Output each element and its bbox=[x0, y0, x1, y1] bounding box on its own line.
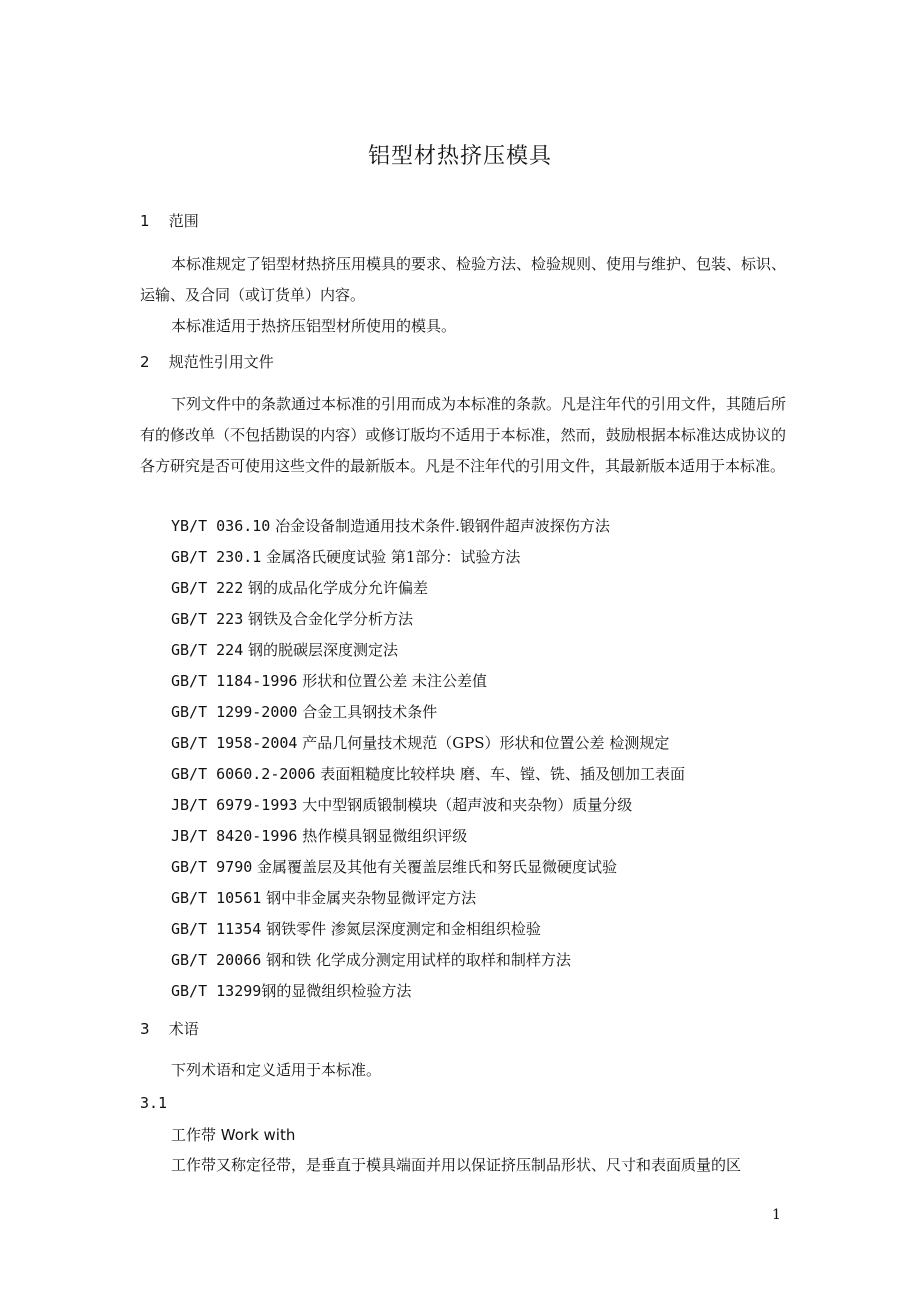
reference-title: 钢的显微组织检验方法 bbox=[261, 982, 412, 1000]
reference-title: 钢的成品化学成分允许偏差 bbox=[243, 579, 429, 597]
reference-code: YB/T 036.10 bbox=[171, 517, 271, 535]
reference-item bbox=[171, 573, 685, 604]
reference-title: 钢的脱碳层深度测定法 bbox=[243, 641, 399, 659]
reference-item bbox=[171, 542, 685, 573]
reference-title: 冶金设备制造通用技术条件.锻钢件超声波探伤方法 bbox=[270, 517, 610, 535]
reference-item bbox=[171, 976, 685, 1007]
reference-code: GB/T 9790 bbox=[171, 858, 253, 876]
reference-title: 钢中非金属夹杂物显微评定方法 bbox=[261, 889, 477, 907]
reference-item bbox=[171, 697, 685, 728]
reference-item bbox=[171, 790, 685, 821]
reference-title: 合金工具钢技术条件 bbox=[297, 703, 438, 721]
terms-intro-paragraph: 下列术语和定义适用于本标准。 bbox=[171, 1061, 382, 1079]
term-definition: 工作带又称定径带，是垂直于模具端面并用以保证挤压制品形状、尺寸和表面质量的区 bbox=[171, 1156, 742, 1174]
reference-title: 表面粗糙度比较样块 磨、车、镗、铣、插及刨加工表面 bbox=[315, 765, 686, 783]
section-number: 2 bbox=[140, 353, 150, 371]
term-title: 工作带 Work with bbox=[171, 1126, 296, 1144]
reference-code: GB/T 1958-2004 bbox=[171, 734, 298, 752]
reference-code: GB/T 1299-2000 bbox=[171, 703, 298, 721]
reference-item bbox=[171, 728, 685, 759]
reference-item bbox=[171, 635, 685, 666]
reference-title: 大中型钢质锻制模块（超声波和夹杂物）质量分级 bbox=[297, 796, 633, 814]
subsection-number: 3.1 bbox=[140, 1094, 168, 1112]
reference-code: GB/T 10561 bbox=[171, 889, 262, 907]
reference-code: GB/T 20066 bbox=[171, 951, 262, 969]
reference-item bbox=[171, 821, 685, 852]
references-intro-paragraph: 下列文件中的条款通过本标准的引用而成为本标准的条款。凡是注年代的引用文件，其随后所有的修改单（不包括勘误的内容）或修订版均不适用于本标准，然而，鼓励根据本标准达成协议的各方研究是否可使用这些文件的最新版本。凡是不注年代的引用文件，其最新版本适用于本标准。 bbox=[140, 395, 787, 475]
reference-title: 形状和位置公差 未注公差值 bbox=[297, 672, 487, 690]
reference-title: 钢铁及合金化学分析方法 bbox=[243, 610, 414, 628]
reference-item bbox=[171, 759, 685, 790]
section-title: 范围 bbox=[168, 212, 199, 230]
reference-item bbox=[171, 604, 685, 635]
section-heading-terms bbox=[140, 1018, 199, 1039]
section-number: 3 bbox=[140, 1020, 150, 1038]
reference-code: GB/T 230.1 bbox=[171, 548, 262, 566]
reference-list bbox=[171, 511, 685, 1007]
reference-code: JB/T 6979-1993 bbox=[171, 796, 298, 814]
reference-title: 钢和铁 化学成分测定用试样的取样和制样方法 bbox=[261, 951, 571, 969]
scope-paragraph: 本标准规定了铝型材热挤压用模具的要求、检验方法、检验规则、使用与维护、包装、标识、运输、及合同（或订货单）内容。 bbox=[140, 255, 787, 304]
section-title: 规范性引用文件 bbox=[168, 353, 274, 371]
reference-title: 金属覆盖层及其他有关覆盖层维氏和努氏显微硬度试验 bbox=[252, 858, 618, 876]
reference-code: GB/T 11354 bbox=[171, 920, 262, 938]
reference-code: GB/T 223 bbox=[171, 610, 244, 628]
reference-code: GB/T 1184-1996 bbox=[171, 672, 298, 690]
section-heading-normative-references bbox=[140, 351, 274, 372]
reference-code: GB/T 6060.2-2006 bbox=[171, 765, 316, 783]
reference-title: 金属洛氏硬度试验 第1部分：试验方法 bbox=[261, 548, 521, 566]
section-title: 术语 bbox=[168, 1020, 199, 1038]
section-number: 1 bbox=[140, 212, 150, 230]
page-number: 1 bbox=[772, 1207, 781, 1223]
reference-title: 产品几何量技术规范（GPS）形状和位置公差 检测规定 bbox=[297, 734, 670, 752]
reference-item bbox=[171, 914, 685, 945]
reference-title: 钢铁零件 渗氮层深度测定和金相组织检验 bbox=[261, 920, 541, 938]
section-heading-scope bbox=[140, 210, 199, 231]
reference-code: JB/T 8420-1996 bbox=[171, 827, 298, 845]
reference-title: 热作模具钢显微组织评级 bbox=[297, 827, 468, 845]
reference-item bbox=[171, 852, 685, 883]
reference-item bbox=[171, 511, 685, 542]
reference-code: GB/T 224 bbox=[171, 641, 244, 659]
reference-code: GB/T 222 bbox=[171, 579, 244, 597]
reference-item bbox=[171, 883, 685, 914]
reference-item bbox=[171, 666, 685, 697]
scope-applicability-paragraph: 本标准适用于热挤压铝型材所使用的模具。 bbox=[171, 317, 457, 335]
reference-item bbox=[171, 945, 685, 976]
document-title: 铝型材热挤压模具 bbox=[367, 144, 552, 169]
reference-code: GB/T 13299 bbox=[171, 982, 262, 1000]
